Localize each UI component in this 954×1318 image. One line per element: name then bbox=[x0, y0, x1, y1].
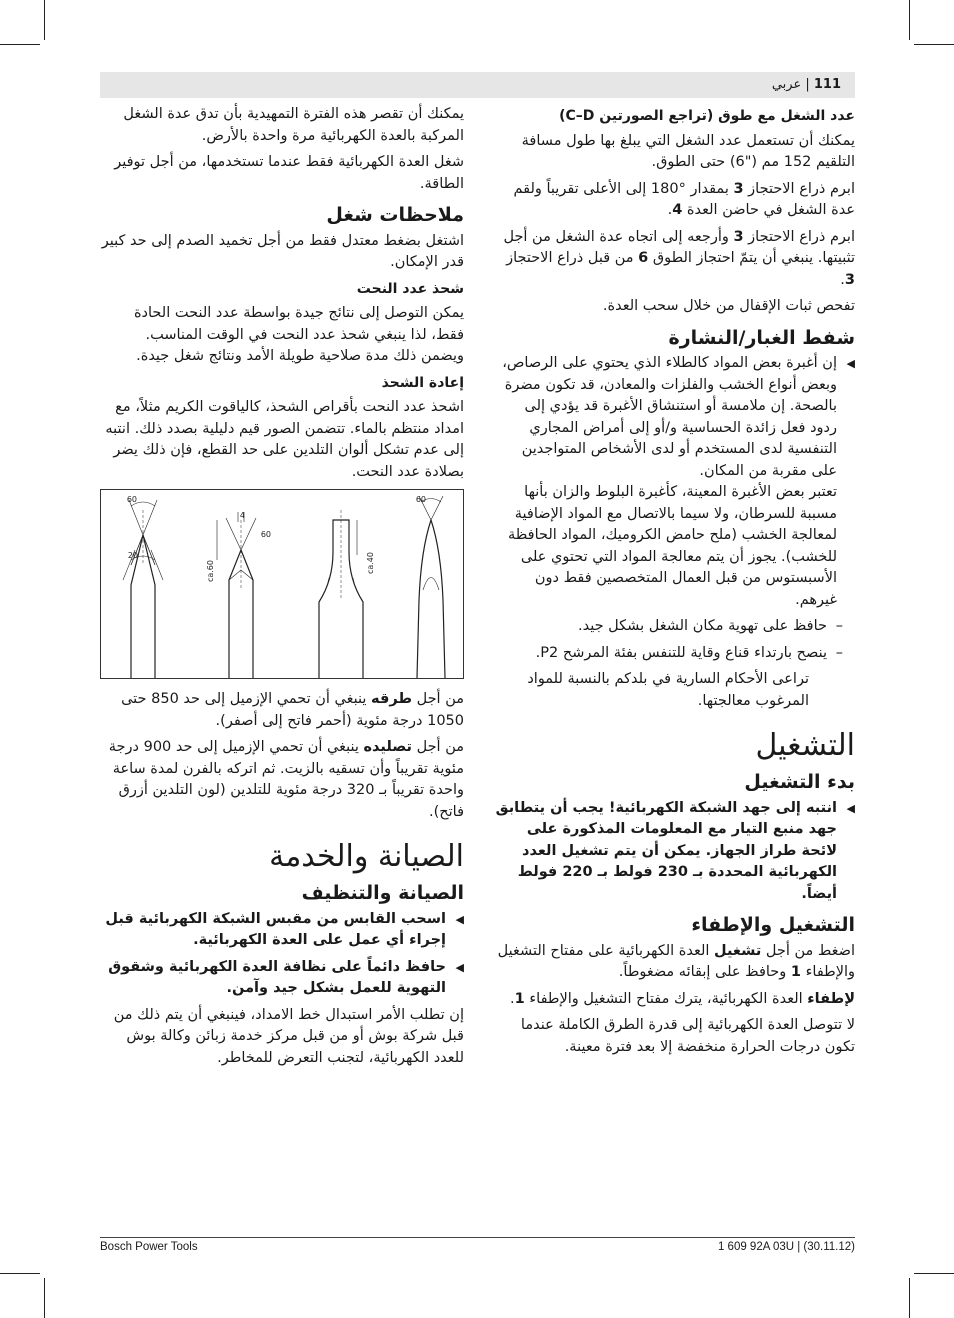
dust-dash-item-1: – حافظ على تهوية مكان الشغل بشكل جيد. bbox=[577, 618, 843, 634]
pointed-chisel-drawing bbox=[123, 500, 163, 678]
notes-heading: ملاحظات شغل bbox=[326, 204, 464, 226]
ccw-paragraph-3: ابرم ذراع الاحتجاز 3 وأرجعه إلى اتجاه عدة الشغل من أجل تثبيتها. ينبغي أن يتمّ احتجاز الطوق 6 من قبل ذراع الاحتجاز 3. bbox=[503, 228, 855, 288]
startup-bullet: ◀ انتبه إلى جهد الشبكة الكهربائية! يجب أن يتطابق جهد منبع التيار مع المعلومات المذكورة على لائحة طراز الجهاز. يمكن أن يتم تشغيل العدد الكهربائية المحددة بـ 230 فولط بـ 220 فولط أيضاً. bbox=[495, 799, 855, 902]
right-column bbox=[495, 104, 855, 1063]
resharpen-paragraph: اشحذ عدد النحت بأقراص الشحذ، كالياقوت الكريم مثلاً، مع امداد منتظم بالماء. تتضمن الصور قيم دليلية بصدد ذلك. انتبه إلى عدم تشكل ألوان التلدين على حد القطع، فإن ذلك يضر بصلادة عدد النحت. bbox=[105, 399, 464, 480]
intro-paragraph-1: يمكنك أن تقصر هذه الفترة التمهيدية بأن تدق عدة الشغل المركبة بالعدة الكهربائية مرة واحدة بالأرض. bbox=[123, 106, 464, 144]
dust-bullet bbox=[495, 353, 855, 611]
flat-chisel-drawing bbox=[319, 510, 363, 678]
dust-paragraph-3: تراعى الأحكام السارية في بلدكم بالنسبة للمواد المرغوب معالجتها. bbox=[527, 671, 809, 709]
dust-dash-item-2: – ينصح بارتداء قناع وقاية للتنفس بفئة المرشح P2. bbox=[535, 644, 843, 661]
bullet-triangle-icon: ◀ bbox=[846, 357, 855, 370]
sharpen-paragraph: يمكن التوصل إلى نتائج جيدة بواسطة عدد النحت الحادة فقط، لذا ينبغي شحذ عدد النحت في الوقت المناسب. ويضمن ذلك مدة صلاحية طويلة الأمد ونتائج شغل جيدة. bbox=[133, 305, 464, 364]
maintenance-title: الصيانة والخدمة bbox=[269, 839, 464, 874]
crop-mark bbox=[914, 1273, 954, 1274]
bullet-triangle-icon: ◀ bbox=[846, 801, 855, 815]
intro-paragraph-2: شغل العدة الكهربائية فقط عندما تستخدمها، من أجل توفير الطاقة. bbox=[114, 154, 464, 192]
fig-label-20: 20 bbox=[127, 551, 138, 560]
bullet-triangle-icon: ◀ bbox=[455, 912, 464, 926]
crop-mark bbox=[0, 1273, 40, 1274]
crop-mark bbox=[44, 1278, 45, 1318]
onoff-paragraph-3: لا تتوصل العدة الكهربائية إلى قدرة الطرق الكاملة عندما تكون درجات الحرارة منخفضة إلا بعد فترة معينة. bbox=[520, 1017, 855, 1055]
sharpen-heading: شحذ عدد النحت bbox=[356, 280, 464, 297]
resharpen-heading: إعادة الشحذ bbox=[381, 374, 464, 391]
fig-label-60-b: 60 bbox=[260, 530, 271, 539]
crop-mark bbox=[44, 0, 45, 40]
dust-heading: شفط الغبار/النشارة bbox=[668, 326, 855, 349]
ccw-paragraph-1: يمكنك أن تستعمل عدد الشغل التي يبلغ بها طول مسافة التلقيم 152 مم ("6) حتى الطوق. bbox=[521, 132, 855, 170]
bullet-triangle-icon: ◀ bbox=[455, 960, 464, 974]
fig-label-60: 60 bbox=[126, 495, 137, 504]
notes-paragraph: اشتغل بضغط معتدل فقط من أجل تخميد الصدم إلى حد كبير قدر الإمكان. bbox=[101, 232, 464, 270]
crop-mark bbox=[909, 1278, 910, 1318]
flat-pointed-chisel-drawing bbox=[217, 512, 256, 678]
page-number: 111 bbox=[813, 77, 841, 92]
maintenance-bullet-2: ◀ حافظ دائماً على نظافة العدة الكهربائية وشقوق التهوية للعمل بشكل جيد وآمن. bbox=[108, 958, 464, 996]
onoff-paragraph-1: اضغط من أجل تشغيل العدة الكهربائية على مفتاح التشغيل والإطفاء 1 وحافظ على إبقائه مضغوطاً. bbox=[497, 942, 855, 980]
fig-label-4: 4 bbox=[239, 511, 245, 520]
dust-paragraph-2: تعتبر بعض الأغبرة المعينة، كأغبرة البلوط والزان بأنها مسببة للسرطان، ولا سيما بالاتصال مع المواد الإضافية لمعالجة الخشب (ملح حامض الكروميك، المواد الحافظة للخشب). يجوز أن يتم معالجة المواد التي تحتوي على الأسبستوس من قبل العمال المتخصصين فقط دون غيرهم. bbox=[507, 484, 837, 608]
onoff-heading: التشغيل والإطفاء bbox=[691, 914, 855, 936]
ccw-heading: عدد الشغل مع طوق (تراجع الصورتين C–D) bbox=[559, 108, 855, 124]
operation-title: التشغيل bbox=[755, 728, 855, 763]
gouge-drawing bbox=[417, 496, 445, 678]
fig-label-ca40: ca.40 bbox=[366, 552, 375, 575]
ccw-paragraph-2: ابرم ذراع الاحتجاز 3 بمقدار °180 إلى الأعلى تقريباً ولقم عدة الشغل في حاضن العدة 4. bbox=[513, 180, 855, 218]
startup-heading: بدء التشغيل bbox=[744, 771, 855, 793]
maintenance-heading: الصيانة والتنظيف bbox=[301, 882, 464, 904]
header-divider: | bbox=[801, 77, 810, 92]
maintenance-paragraph: إن تطلب الأمر استبدال خط الامداد، فينبغي أن يتم ذلك من قبل شركة بوش أو من قبل مركز خدمة زبائن وكالة بوش للعدد الكهربائية، لتجنب التعرض للمخاطر. bbox=[113, 1006, 464, 1066]
ccw-paragraph-4: تفحص ثبات الإقفال من خلال سحب العدة. bbox=[602, 298, 855, 314]
dust-paragraph-1: إن أغبرة بعض المواد كالطلاء الذي يحتوي على الرصاص، وبعض أنواع الخشب والفلزات والمعادن، قد تكون مضرة بالصحة. إن ملامسة أو استنشاق الأغبرة قد يؤدي إلى ردود فعل زائدة الحساسية و/أو إلى أمراض المجاري التنفسية لدى المستخدم أو لدى الأشخاص المتواجدين على مقربة من المكان. bbox=[502, 355, 837, 479]
footer-rule bbox=[100, 1237, 855, 1238]
header-language: عربي bbox=[771, 77, 802, 92]
fig-label-60-c: 60 bbox=[415, 495, 426, 504]
chisel-figure bbox=[100, 489, 464, 679]
chisel-diagram bbox=[101, 490, 463, 678]
maintenance-bullet-1: ◀ اسحب القابس من مقبس الشبكة الكهربائية قبل إجراء أي عمل على العدة الكهربائية. bbox=[105, 910, 464, 948]
onoff-paragraph-2: لإطفاء العدة الكهربائية، يترك مفتاح التشغيل والإطفاء 1. bbox=[510, 990, 855, 1007]
harden-paragraph: من أجل تصليده ينبغي أن تحمي الإزميل إلى حد 900 درجة مئوية تقريباً وأن تسقيه بالزيت. ثم اتركه بالفرن لمدة ساعة واحدة تقريباً بـ 320 درجة مئوية للتلدين (لون التلدين أزرق فاتح). bbox=[108, 739, 464, 820]
crop-mark bbox=[909, 0, 910, 40]
page-header bbox=[100, 72, 855, 98]
footer-doc-id: 1 609 92A 03U | (30.11.12) bbox=[717, 1241, 855, 1253]
crop-mark bbox=[914, 44, 954, 45]
footer-brand: Bosch Power Tools bbox=[100, 1241, 198, 1253]
crop-mark bbox=[0, 44, 40, 45]
forge-paragraph: من أجل طرقه ينبغي أن تحمي الإزميل إلى حد 850 حتى 1050 درجة مئوية (أحمر فاتح إلى أصفر). bbox=[121, 691, 464, 729]
left-column bbox=[100, 104, 464, 1074]
header-text bbox=[772, 77, 841, 92]
fig-label-ca60: ca.60 bbox=[206, 560, 215, 583]
